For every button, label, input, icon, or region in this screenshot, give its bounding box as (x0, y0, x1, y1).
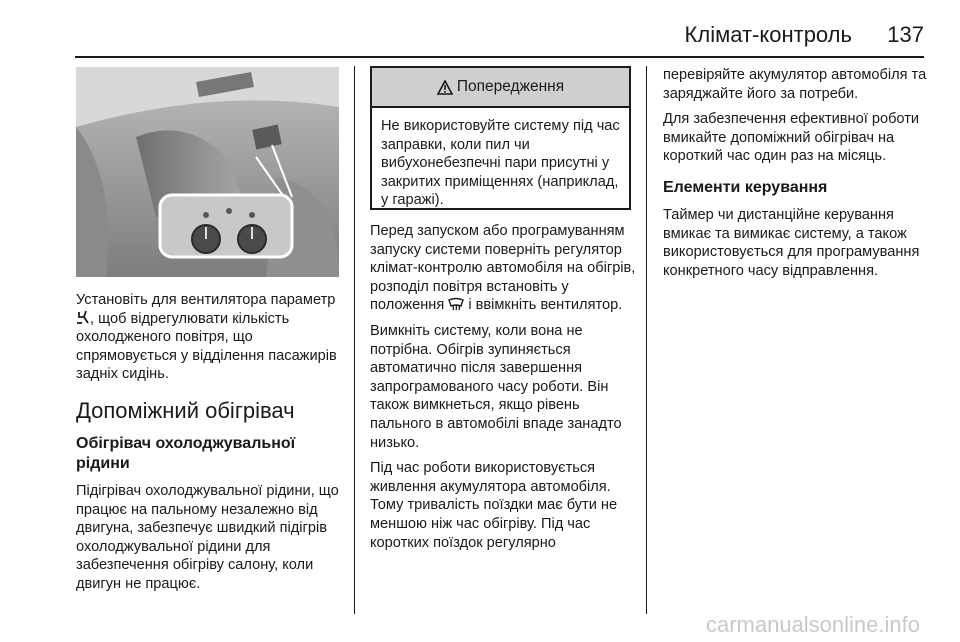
monthly-use-paragraph: Для забезпечення ефективної роботи вмикайте допоміжний обігрівач на короткий час один раз на місяць. (663, 111, 920, 165)
warning-text: Не використовуйте систему під час заправки, коли пил чи вибухонебезпечні пари присутні у закритих приміщеннях (наприклад, у гаражі). (381, 118, 620, 209)
column-divider-2 (646, 66, 647, 614)
controls-paragraph: Таймер чи дистанційне керування вмикає та вимикає систему, а також використовується для програмування конкретного часу відправлення. (663, 206, 920, 279)
switch-off-paragraph: Вимкніть систему, коли вона не потрібна. Обігрів зупиняється автоматично після завершення запрограмованого часу роботи. Він також вимкнеться, якщо рівень пального в автомобілі впаде занадто низько. (370, 322, 622, 451)
subsection-title-coolant-heater: Обігрівач охолоджувальної рідини (76, 434, 296, 472)
section-title-controls: Елементи керування (663, 178, 828, 196)
section-title-aux-heater: Допоміжний обігрівач (76, 397, 295, 423)
coolant-heater-paragraph: Підігрівач охолоджувальної рідини, що працює на пальному незалежно від двигуна, забезпечує швидкий підігрів охолоджувальної рідини для забезпечення обігріву салону, коли двигун не працює. (76, 482, 339, 592)
battery-check-paragraph: перевіряйте акумулятор автомобіля та заряджайте його за потреби. (663, 67, 927, 102)
warning-title: Попередження (456, 78, 565, 95)
column-2 (370, 222, 638, 559)
before-start-paragraph: Перед запуском або програмуванням запуску системи поверніть регулятор клімат-контролю автомобіля на обігрів, розподіл повітря встановіть у положення і ввімкніть вентилятор. (370, 223, 636, 314)
page-number: 137 (887, 22, 924, 47)
column-1 (76, 291, 344, 601)
rear-air-icon (76, 310, 90, 325)
watermark: carmanualsonline.info (705, 612, 920, 637)
warning-box (370, 66, 631, 210)
rear-climate-control-photo (76, 67, 339, 277)
warning-header (372, 68, 629, 108)
battery-paragraph: Під час роботи використовується живлення акумулятора автомобіля. Тому тривалість поїздки має бути не меншою ніж час обігріву. Під час коротких поїздок регулярно (370, 460, 618, 551)
column-3 (663, 66, 931, 287)
page-header-title: Клімат-контроль (684, 22, 852, 47)
warning-triangle-icon (437, 80, 453, 95)
header-rule (75, 56, 924, 58)
windshield-defrost-icon (448, 297, 464, 311)
column-divider-1 (354, 66, 355, 614)
fan-setting-paragraph: Установіть для вентилятора параметр , щоб відрегулювати кількість охолодженого повітря, що спрямовується у відділення пасажирів задніх сидінь. (76, 292, 337, 383)
photo-illustration (76, 67, 339, 277)
